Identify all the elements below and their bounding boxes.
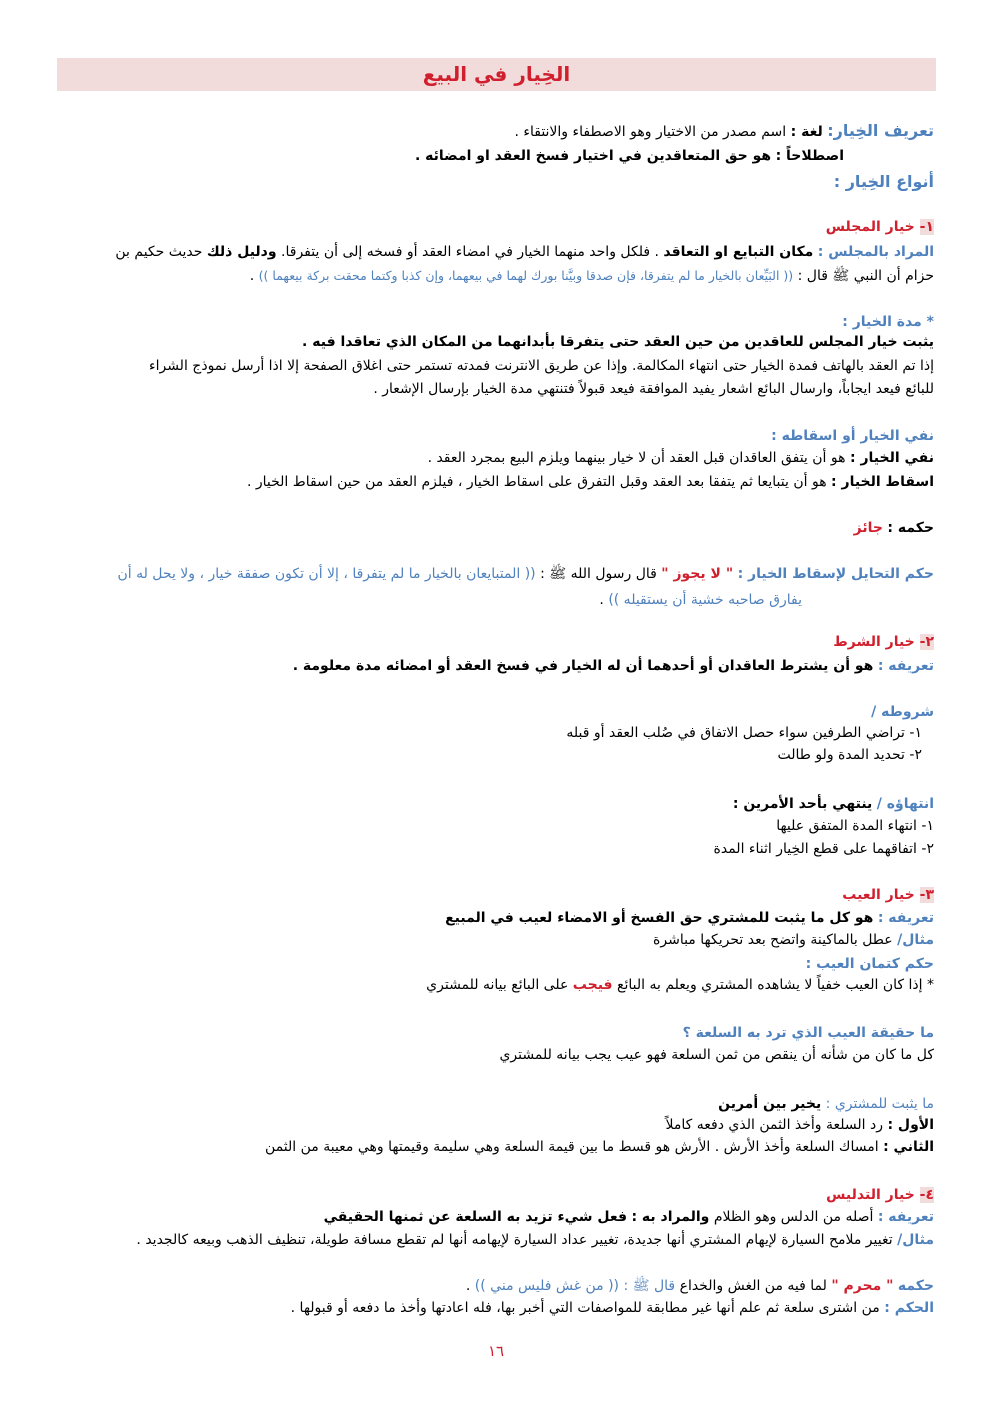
tadlis-example-label: مثال/	[897, 1232, 934, 1248]
murad-text: . فلكل واحد منهما الخيار في امضاء العقد أو فسخه إلى أن يتفرقا.	[281, 244, 659, 260]
condition-number: ٢-	[909, 747, 922, 763]
tadlis-murad-label: والمراد به :	[631, 1209, 710, 1225]
shart-end-item-1	[54, 816, 934, 836]
tadlis-hukm-text: لما فيه من الغش والخداع	[679, 1278, 827, 1294]
end-item-text: اتفاقهما على قطع الخِيار اثناء المدة	[713, 841, 917, 857]
shart-end-label: انتهاؤه /	[876, 796, 934, 812]
hadith-end: .	[249, 268, 255, 284]
ayb-definition-line	[54, 908, 934, 928]
tahayul-line2	[0, 590, 802, 610]
tadlis-final-label: الحكم :	[884, 1300, 934, 1316]
shart-end-line	[54, 794, 934, 814]
tadlis-hadith: (( من غش فليس مني ))	[474, 1278, 620, 1294]
istilah-text: هو حق المتعاقدين في اختيار فسخ العقد او امضائه .	[414, 148, 772, 164]
kitman-heading: حكم كتمان العيب :	[805, 956, 934, 972]
shart-definition-line	[54, 656, 934, 676]
shart-def-label: تعريفه :	[877, 658, 934, 674]
murad-label: المراد بالمجلس :	[817, 244, 934, 260]
shart-condition-1	[42, 723, 922, 743]
tadlis-number: ٤-	[919, 1187, 934, 1203]
isqat-text: هو أن يتبايعا ثم يتفقا بعد العقد وقبل التفرق على اسقاط الخيار ، فيلزم العقد من حين اسقاط الخيار .	[246, 474, 827, 490]
second-option-line	[54, 1137, 934, 1157]
majlis-number: ١-	[919, 219, 934, 235]
first-text: رد السلعة وأخذ الثمن الذي دفعه كاملاً	[665, 1117, 883, 1133]
kitman-must: فيجب	[572, 977, 613, 993]
yathbut-label: ما يثبت للمشتري :	[825, 1096, 934, 1112]
tahayul-line1	[54, 564, 934, 584]
haqiqa-answer: كل ما كان من شأنه أن ينقص من ثمن السلعة فهو عيب يجب بيانه للمشتري	[499, 1047, 934, 1063]
shart-conditions-label: شروطه /	[871, 704, 934, 720]
shart-end-text: ينتهي بأحد الأمرين :	[732, 796, 873, 812]
tahayul-hadith-line1: (( المتبايعان بالخيار ما لم يتفرقا ، إلا أن تكون صفقة خيار ، ولا يحل له أن	[117, 566, 536, 582]
nafy-text: هو أن يتفق العاقدان قبل العقد أن لا خيار بينهما ويلزم البيع بمجرد العقد .	[427, 450, 846, 466]
tadlis-hukm-value: " محرم "	[831, 1278, 894, 1294]
mudda-paragraph-line1: إذا تم العقد بالهاتف فمدة الخيار حتى انتهاء المكالمة. وإذا عن طريق الانترنت فمدته تستمر حتى اغلاق الصفحة إلا اذا أرسل نموذج الشراء	[149, 358, 934, 374]
ayb-example-label: مثال/	[897, 932, 934, 948]
end-item-number: ١-	[921, 818, 934, 834]
tadlis-example-line	[54, 1230, 934, 1250]
tadlis-hukm-line	[54, 1276, 934, 1296]
tadlis-title: خيار التدليس	[826, 1187, 915, 1203]
dalil-text: حديث حكيم بن	[115, 244, 203, 260]
page-number: ١٦	[487, 1342, 505, 1360]
majlis-murad-line	[54, 242, 934, 262]
definition-label: تعريف الخِيار:	[827, 121, 934, 140]
end-item-text: انتهاء المدة المتفق عليها	[776, 818, 917, 834]
majlis-hadith-line	[54, 266, 934, 286]
condition-number: ١-	[909, 725, 922, 741]
majlis-title: خيار المجلس	[825, 219, 915, 235]
kitman-text-b: على البائع بيانه للمشتري	[426, 977, 569, 993]
tahayul-ruling: " لا يجوز "	[661, 566, 734, 582]
condition-text: تحديد المدة ولو طالت	[777, 747, 905, 763]
tadlis-example-text: تغيير ملامح السيارة لإيهام المشتري أنها جديدة، تغيير عداد السيارة لإيهامه أنها لم تقطع مسافة طويلة، تنظيف الذهب وبيعه كالجديد .	[136, 1232, 893, 1248]
yathbut-line	[54, 1094, 934, 1114]
nafy-label: نفي الخيار :	[849, 450, 934, 466]
hukm-value: جائز	[853, 520, 883, 536]
tadlis-murad-text: فعل شيء تزيد به السلعة عن ثمنها الحقيقي	[323, 1209, 627, 1225]
first-label: الأول :	[887, 1117, 934, 1133]
end-item-number: ٢-	[921, 841, 934, 857]
tadlis-def-text: أصله من الدلس وهو الظلام	[713, 1209, 874, 1225]
shart-condition-2	[42, 745, 922, 765]
shart-title: خيار الشرط	[833, 634, 915, 650]
murad-bold: مكان التبايع او التعاقد	[663, 244, 814, 260]
ayb-heading	[54, 885, 934, 905]
ayb-def-label: تعريفه :	[877, 910, 934, 926]
tadlis-def-label: تعريفه :	[877, 1209, 934, 1225]
second-label: الثاني :	[883, 1139, 934, 1155]
hukm-label: حكمه :	[887, 520, 934, 536]
types-heading: أنواع الخِيار :	[833, 172, 934, 191]
majlis-heading	[54, 217, 934, 237]
intro-istilah-line	[0, 146, 844, 166]
page-title: الخِيار في البيع	[57, 58, 936, 91]
dalil-label: ودليل ذلك	[206, 244, 277, 260]
shart-number: ٢-	[919, 634, 934, 650]
tadlis-hukm-label: حكمه	[897, 1278, 934, 1294]
lugha-text: اسم مصدر من الاختيار وهو الاصطفاء والانتقاء .	[514, 124, 787, 140]
condition-text: تراضي الطرفين سواء حصل الاتفاق في صُلب العقد أو قبله	[566, 725, 905, 741]
ayb-def-text: هو كل ما يثبت للمشتري حق الفسخ أو الامضاء لعيب في المبيع	[445, 910, 874, 926]
ayb-example-text: عطل بالماكينة واتضح بعد تحريكها مباشرة	[653, 932, 893, 948]
ayb-title: خيار العيب	[842, 887, 915, 903]
ayb-example-line	[54, 930, 934, 950]
shart-end-item-2	[54, 839, 934, 859]
mudda-paragraph-line2: للبائع فيعد ايجاباً، وارسال البائع اشعار يفيد الموافقة فيعد قبولاً فتنتهي مدة الخيار بإرسال الإشعار .	[373, 381, 934, 397]
tadlis-definition-line	[54, 1207, 934, 1227]
lugha-label: لغة :	[790, 124, 823, 140]
nafy-heading: نفي الخيار أو اسقاطه :	[771, 428, 934, 444]
kitman-line	[54, 975, 934, 995]
yathbut-text: يخير بين أمرين	[718, 1096, 822, 1112]
second-text: امساك السلعة وأخذ الأرش . الأرش هو قسط ما بين قيمة السلعة وهي سليمة وقيمتها وهي معيبة من الثمن	[265, 1139, 879, 1155]
shart-def-text: هو أن يشترط العاقدان أو أحدهما أن له الخيار في فسخ العقد أو امضائه مدة معلومة .	[292, 658, 874, 674]
kitman-text-a: * إذا كان العيب خفياً لا يشاهده المشتري ويعلم به البائع	[617, 977, 934, 993]
tadlis-qala: قال ﷺ :	[623, 1278, 676, 1294]
tadlis-final-line	[54, 1298, 934, 1318]
tadlis-end: .	[465, 1278, 471, 1294]
first-option-line	[54, 1115, 934, 1135]
tahayul-qala: قال رسول الله ﷺ :	[540, 566, 657, 582]
isqat-label: اسقاط الخيار :	[831, 474, 934, 490]
intro-lugha-line	[54, 121, 934, 142]
tadlis-heading	[54, 1185, 934, 1205]
istilah-label: اصطلاحاً :	[775, 148, 844, 164]
mudda-statement: يثبت خيار المجلس للعاقدين من حين العقد حتى يتفرقا بأبدانهما من المكان الذي تعاقدا فيه .	[302, 334, 934, 350]
mudda-heading: * مدة الخيار :	[842, 314, 934, 330]
tadlis-final-text: من اشترى سلعة ثم علم أنها غير مطابقة للمواصفات التي أخبر بها، فله اعادتها وأخذ ما دفعه أو قبولها .	[290, 1300, 880, 1316]
majlis-hadith: (( البَيِّعان بالخيار ما لم يتفرقا، فإن صدقا وبيَّنا بورك لهما في بيعهما، وإن كذبا وكتما محقت بركة بيعهما ))	[258, 268, 794, 283]
shart-heading	[54, 632, 934, 652]
nafy-line	[54, 448, 934, 468]
tahayul-end: .	[599, 592, 604, 608]
tahayul-label: حكم التحايل لإسقاط الخيار :	[737, 566, 934, 582]
hukm-line	[54, 518, 934, 538]
ayb-number: ٣-	[919, 887, 934, 903]
isqat-line	[54, 472, 934, 492]
tahayul-hadith-line2: يفارق صاحبه خشية أن يستقيله ))	[608, 592, 802, 608]
hadith-intro: حزام أن النبي ﷺ قال :	[797, 268, 934, 284]
haqiqa-question: ما حقيقة العيب الذي ترد به السلعة ؟	[682, 1025, 934, 1041]
